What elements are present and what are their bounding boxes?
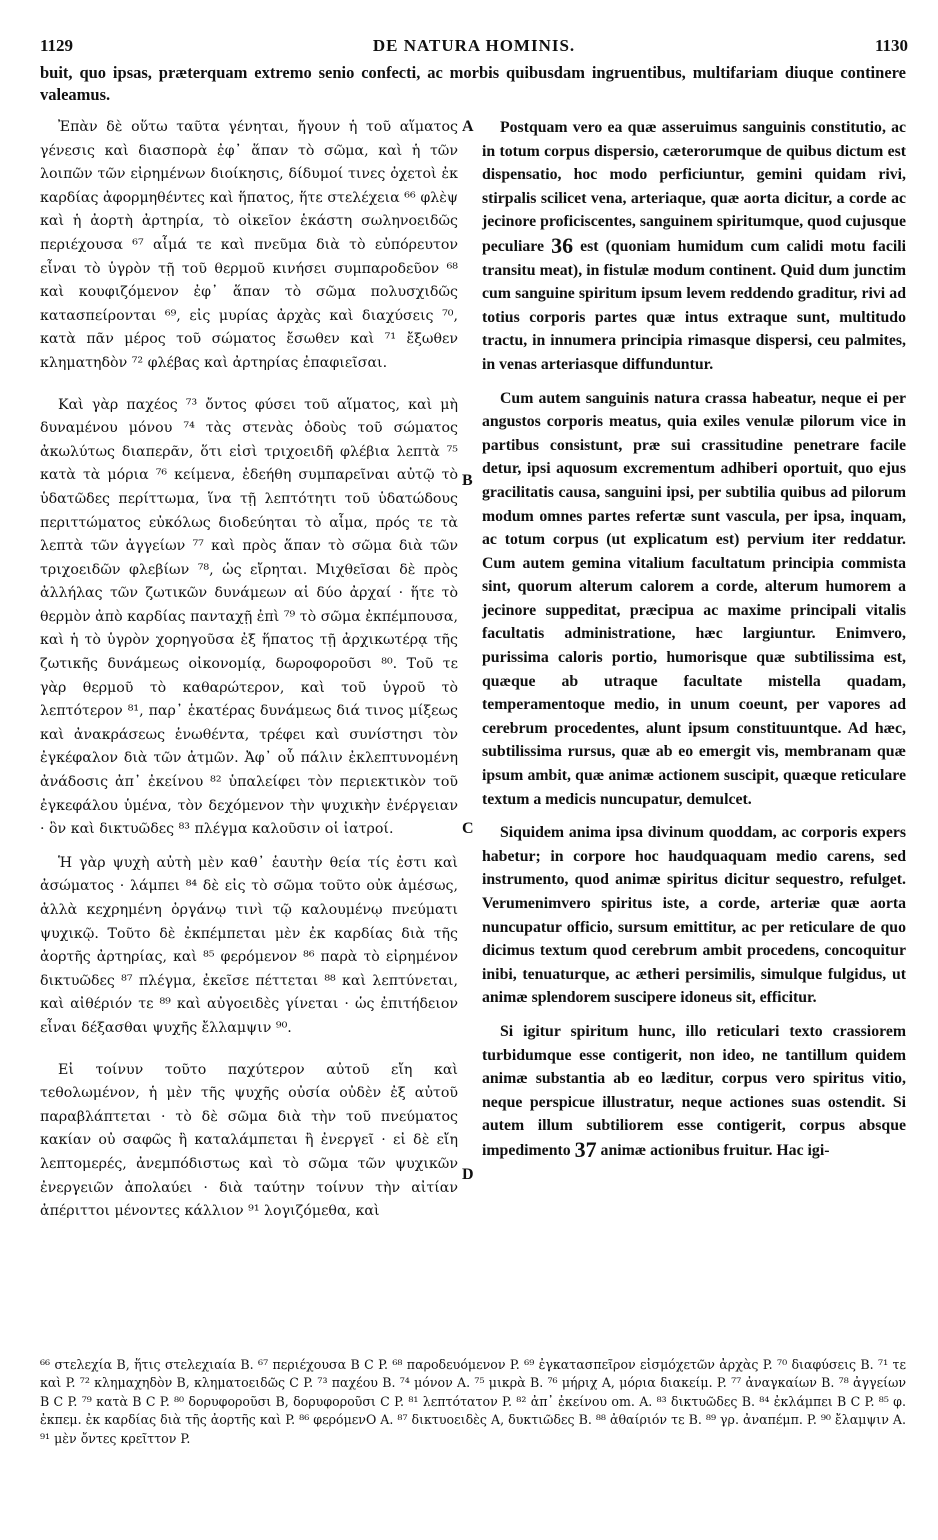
- greek-paragraph: Ἡ γὰρ ψυχὴ αὐτὴ μὲν καθ᾿ ἑαυτὴν θεία τίς ἐστι καὶ ἀσώματος · λάμπει ⁸⁴ δὲ εἰς τὸ σῶμα τοῦτο οὐκ ἀμέσως, ἀλλὰ κεχρημένη ὀργάνῳ τινὶ τῷ καλουμένῳ πνεύματι ψυχικῷ. Τοῦτο δὲ ἐκπέμπεται μὲν ἐκ καρδίας διὰ τῆς ἀορτῆς ἀρτηρίας, καὶ ⁸⁵ φερόμενον ⁸⁶ παρὰ τὸ εἰρημένον δικτυῶδες ⁸⁷ πλέγμα, ἐκεῖσε πέττεται ⁸⁸ καὶ λεπτύνεται, καὶ αἰθέριόν τε ⁸⁹ καὶ αὐγοειδὲς γίνεται · ὡς ἐπιτήδειον εἶναι δέξασθαι ψυχῆς ἔλλαμψιν ⁹⁰.: [40, 854, 458, 1036]
- marginal-number: 36: [551, 232, 574, 258]
- page-number-left: 1129: [40, 36, 74, 55]
- marginal-number: 37: [574, 1136, 597, 1162]
- section-marker-a: A: [462, 118, 474, 135]
- page-title: DE NATURA HOMINIS.: [372, 36, 576, 55]
- latin-text: animæ actionibus fruitur. Hac igi-: [600, 1141, 830, 1159]
- section-marker-b: B: [462, 472, 473, 489]
- latin-paragraph: Siquidem anima ipsa divinum quoddam, ac corporis expers habetur; in corpore hoc haudquaquam medio carens, sed instrumento, quod animæ spiritus dicitur sequestro, refulget. Verumenimvero spiritus iste, a corde, arteriæ quæ aorta nuncupatur officio, sursum emittitur, ac per reticulare de quo dicimus textum quod cerebrum ambit procedens, concoquitur inibi, tenuaturque, ac ætheri persimilis, simulque fulgidus, ut animæ splendorem suscipere idoneus sit, efficitur.: [482, 824, 906, 1007]
- latin-text: Postquam vero ea quæ asseruimus sanguinis constitutio, ac in totum corpus dispersio, cæterorumque de quibus dictum est dispensatio, hoc modo perficiuntur, gemini quidam rivi, stirpalis scilicet vena, arteriaque, quæ aorta dicitur, a corde ac jecinore proficiscentes, sanguinem spiritumque, quod cujusque peculiare: [482, 119, 906, 255]
- latin-paragraph: [482, 1020, 906, 1163]
- latin-column: [482, 116, 906, 1173]
- latin-paragraph: [482, 116, 906, 377]
- section-marker-d: D: [462, 1166, 474, 1183]
- intro-continuation: buit, quo ipsas, præterquam extremo senio confecti, ac morbis quibusdam ingruentibus, multifariam diuque continere valeamus.: [40, 63, 906, 104]
- latin-text: est (quoniam humidum cum calidi motu facili transitu meat), in fistulæ modum continent. Quid dum junctim cum sanguine spiritum ipsum levem reddendo graditur, rivi ad totius corporis partes quæ intus extraque sunt, multitudo tractu, in innumera principia rimasque dispersi, ceu palmites, in venas arteriasque diffunduntur.: [482, 237, 906, 373]
- running-header: [40, 36, 908, 58]
- greek-column: [40, 116, 458, 1234]
- latin-paragraph: Cum autem sanguinis natura crassa habeatur, neque ei per angustos corporis meatus, quia exiles venulæ pilorum vice in partibus consistunt, præ sui crassitudine penetrare facile detur, ipsi aquosum excrementum adhiberi oportuit, quo ejus gracilitatis causa, sanguini ipsi, per subtilia quibus ad pilorum modum omnes partes refertæ sunt vascula, per ipsa, inquam, ac totum corpus (ut explicatum est) pervium iter reddatur. Cum autem gemina vitalium facultatum principia commista sint, quorum alterum calorem a corde, alterum humorem a jecinore suppeditat, præcipua ac maxime principali vitalis facultatis administratione, hæc largiuntur. Enimvero, purissima caloris portio, humorisque quæ subtilissima est, quæque ab utraque facultate mistella quadam, temperamentoque medio, in unum coeunt, per vapores ad cerebrum procedentes, alunt ipsum constituuntque. Ad hæc, subtilissima rursus, quæ ab eo emergit vis, membranam quæ ipsum ambit, quæ animæ actionem suscipit, quæque reticulare textum a medicis nuncupatur, demulcet.: [482, 389, 906, 808]
- greek-paragraph: Καὶ γὰρ παχέος ⁷³ ὄντος φύσει τοῦ αἵματος, καὶ μὴ δυναμένου μόνου ⁷⁴ τὰς στενὰς ὁδοὺς τοῦ σώματος ἀκωλύτως διαπερᾶν, ὅτι εἰσὶ τριχοειδῆ φλέβια λεπτὰ ⁷⁵ κατὰ τὰ μόρια ⁷⁶ κείμενα, ἐδεήθη συμπαρεῖναι αὐτῷ τὸ ὑδατῶδες περίττωμα, ἵνα τῇ λεπτότητι τοῦ ὑδατώδους περιττώματος εὐκόλως διοδεύηται τὸ αἷμα, πρός τε τὰ λεπτὰ τῶν ἀγγείων ⁷⁷ καὶ πρὸς ἅπαν τὸ σῶμα διὰ τῶν τριχοειδῶν φλεβίων ⁷⁸, ὡς εἴρηται. Μιχθεῖσαι δὲ πρὸς ἀλλήλας τῶν ζωτικῶν δυνάμεων αἱ δύο ἀρχαί · ἥτε τὸ θερμὸν ἀπὸ καρδίας πανταχῇ ἐπὶ ⁷⁹ τὸ σῶμα ἐκπέμπουσα, καὶ ἡ τὸ ὑγρὸν χορηγοῦσα ἐξ ἥπατος τῇ ἀρχικωτέρᾳ τῆς ζωτικῆς δυνάμεως οἰκονομίᾳ, δωροφοροῦσι ⁸⁰. Τοῦ τε γὰρ θερμοῦ τὸ καθαρώτερον, καὶ τοῦ ὑγροῦ τὸ λεπτότερον ⁸¹, παρ᾿ ἑκατέρας δυνάμεως διά τινος μίξεως καὶ ἀνακράσεως ἑνωθέντα, τρέφει καὶ συνίστησι τὸν ἐγκέφαλον διὰ τῶν ἀτμῶν. Ἀφ᾿ οὗ πάλιν ἐκλεπτυνομένη ἀνάδοσις ἀπ᾿ ἐκείνου ⁸² ὑπαλείφει τὸν περιεκτικὸν τοῦ ἐγκεφάλου ὑμένα, τὸν δεχόμενον τὴν ψυχικὴν ἐνέργειαν · ὃν καὶ δικτυῶδες ⁸³ πλέγμα καλοῦσιν οἱ ἰατροί.: [40, 396, 458, 838]
- section-marker-c: C: [462, 820, 474, 837]
- page-number-right: 1130: [874, 36, 908, 55]
- latin-text: Si igitur spiritum hunc, illo reticulari texto crassiorem turbidumque esse contigerit, non ideo, ne tantillum quidem animæ substantia ab eo læditur, corpus vero spiritus vitio, neque perspicue illustratur, neque actiones suas ostendit. Si autem illum subtiliorem esse contigerit, corpus absque impedimento: [482, 1022, 906, 1159]
- footnotes: ⁶⁶ στελεχία B, ἥτις στελεχιαία B. ⁶⁷ περιέχουσα B C P. ⁶⁸ παροδευόμενον P. ⁶⁹ ἐγκατασπεῖρον εἰσμόχετῶν ἀρχὰς P. ⁷⁰ διαφύσεις B. ⁷¹ τε καὶ P. ⁷² κλημαχηδὸν B, κληματοειδῶς C P. ⁷³ παχέου B. ⁷⁴ μόνον A. ⁷⁵ μικρὰ B. ⁷⁶ μήριχ A, μόρια διακείμ. P. ⁷⁷ ἀναγκαίων B. ⁷⁸ ἀγγείων B C P. ⁷⁹ κατὰ B C P. ⁸⁰ δορυφοροῦσι B, δορυφοροῦσι C P. ⁸¹ λεπτότατον P. ⁸² ἀπ᾿ ἐκείνου om. A. ⁸³ δικτυῶδες B. ⁸⁴ ἐκλάμπει B C P. ⁸⁵ φ. ἐκπεμ. ἐκ καρδίας διὰ τῆς ἀορτῆς καὶ P. ⁸⁶ φερόμενΟ A. ⁸⁷ δικτυοειδὲς A, δυκτιῶδες B. ⁸⁸ ἀθαίριόν τε B. ⁸⁹ γρ. ἀναπέμπ. P. ⁹⁰ ἔλαμψιν A. ⁹¹ μὲν ὄντες κρεῖττον P.: [40, 1357, 906, 1446]
- greek-paragraph: Ἐπὰν δὲ οὕτω ταῦτα γένηται, ἤγουν ἡ τοῦ αἵματος γένεσις καὶ διασπορὰ ἐφ᾿ ἅπαν τὸ σῶμα, καὶ ἡ τῶν λοιπῶν τῶν εἰρημένων διοίκησις, δίδυμοί τινες ὀχετοὶ ἐκ καρδίας ἀφορμηθέντες καὶ ἥπατος, ἥτε στελέχεια ⁶⁶ φλὲψ καὶ ἡ ἀορτὴ ἀρτηρία, τὸ οἰκεῖον ἑκάστη σωληνοειδῶς περιέχουσα ⁶⁷ αἷμά τε καὶ πνεῦμα διὰ τὸ εὐπόρευτον εἶναι τὸ ὑγρὸν τῇ τοῦ θερμοῦ κινήσει συμπαροδεῦον ⁶⁸ καὶ κουφιζόμενον ἐφ᾿ ἅπαν τὸ σῶμα πολυσχιδῶς κατασπείρονται ⁶⁹, εἰς μυρίας ἀρχὰς καὶ διαχύσεις ⁷⁰, κατὰ πᾶν μέρος τοῦ σώματος ἔσωθεν καὶ ⁷¹ ἔξωθεν κληματηδὸν ⁷² φλέβας καὶ ἀρτηρίας ἐπαφιεῖσαι.: [40, 119, 458, 371]
- greek-paragraph: Εἰ τοίνυν τοῦτο παχύτερον αὐτοῦ εἴη καὶ τεθολωμένον, ἡ μὲν τῆς ψυχῆς οὐσία οὐδὲν ἐξ αὐτοῦ παραβλάπτεται · τὸ δὲ σῶμα διὰ τὴν τοῦ πνεύματος κακίαν οὐ σαφῶς ἢ καταλάμπεται ἢ ἐνεργεῖ · εἰ δὲ εἴη λεπτομερές, ἀνεμπόδιστως καὶ τὸ σῶμα τῶν ψυχικῶν ἐνεργειῶν ἀπολαύει · διὰ ταύτην τοίνυν τὴν αἰτίαν ἀπέριττοι μένοντες κάλλιον ⁹¹ λογιζόμεθα, καὶ: [40, 1061, 458, 1220]
